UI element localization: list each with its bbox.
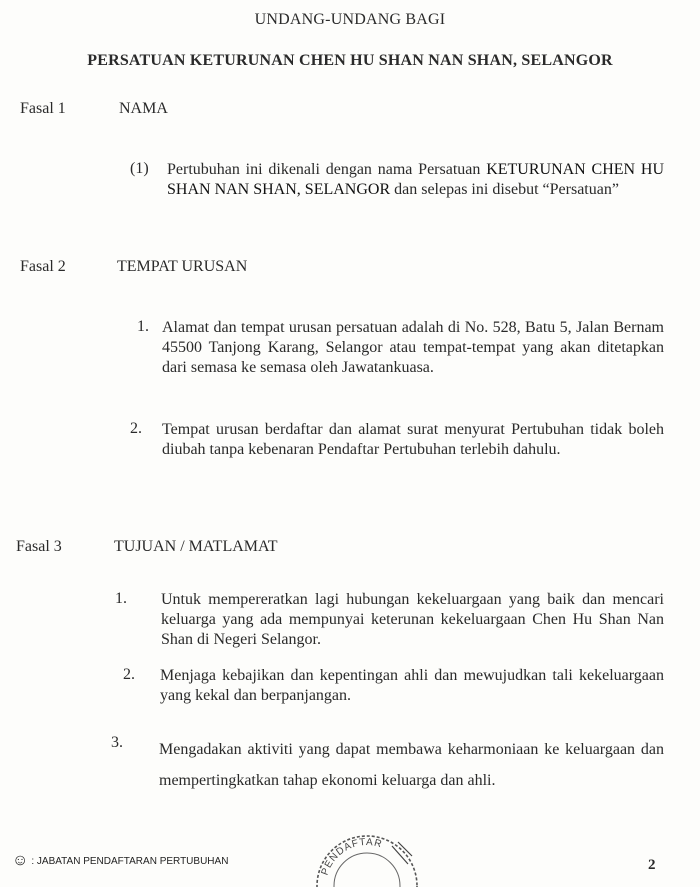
document-subtitle: PERSATUAN KETURUNAN CHEN HU SHAN NAN SHAN, SELANGOR — [87, 52, 613, 69]
section-title: TEMPAT URUSAN — [117, 258, 248, 275]
section-label: Fasal 3 — [16, 538, 62, 555]
registration-stamp-icon — [312, 826, 422, 887]
item-text: Tempat urusan berdaftar dan alamat surat menyurat Pertubuhan tidak boleh diubah tanpa kebenaran Pendaftar Pertubuhan terlebih dahulu. — [162, 421, 664, 458]
section-title: NAMA — [119, 100, 168, 117]
section-title: TUJUAN / MATLAMAT — [114, 538, 278, 555]
item-text: Untuk mempereratkan lagi hubungan kekeluargaan yang baik dan mencari keluarga yang ada mempunyai keterunan kekeluargaan Chen Hu Shan Nan Shan di Negeri Selangor. — [161, 591, 664, 648]
item-text — [167, 160, 664, 200]
item-text-part: Pertubuhan ini dikenali dengan nama Persatuan — [167, 161, 487, 178]
item-number: 1. — [115, 590, 127, 607]
item-number: 2. — [123, 666, 135, 683]
item-number: 1. — [137, 318, 149, 335]
page-number: 2 — [648, 857, 656, 873]
item-number: 2. — [130, 420, 142, 437]
footer-text: : JABATAN PENDAFTARAN PERTUBUHAN — [31, 855, 229, 867]
item-text: Mengadakan aktiviti yang dapat membawa keharmoniaan ke keluargaan dan mempertingkatkan tahap ekonomi keluarga dan ahli. — [159, 741, 664, 789]
item-text-emphasis: KETURUNAN CHEN HU SHAN NAN SHAN, SELANGOR — [167, 161, 665, 198]
item-number: 3. — [111, 734, 123, 751]
section-label: Fasal 1 — [20, 100, 66, 117]
smiley-icon: ☺ — [12, 852, 29, 869]
document-title: UNDANG-UNDANG BAGI — [254, 11, 446, 28]
item-text-part: dan selepas ini disebut “Persatuan” — [390, 181, 619, 198]
stamp-text: PENDAFTAR — [319, 836, 384, 877]
item-text: Menjaga kebajikan dan kepentingan ahli dan mewujudkan tali kekeluargaan yang kekal dan berpanjangan. — [160, 667, 664, 704]
item-number: (1) — [130, 160, 149, 177]
item-text: Alamat dan tempat urusan persatuan adalah di No. 528, Batu 5, Jalan Bernam 45500 Tanjong Karang, Selangor atau tempat-tempat yang akan ditetapkan dari semasa ke semasa oleh Jawatankuasa. — [162, 319, 664, 376]
footer — [12, 853, 228, 869]
section-label: Fasal 2 — [20, 258, 66, 275]
